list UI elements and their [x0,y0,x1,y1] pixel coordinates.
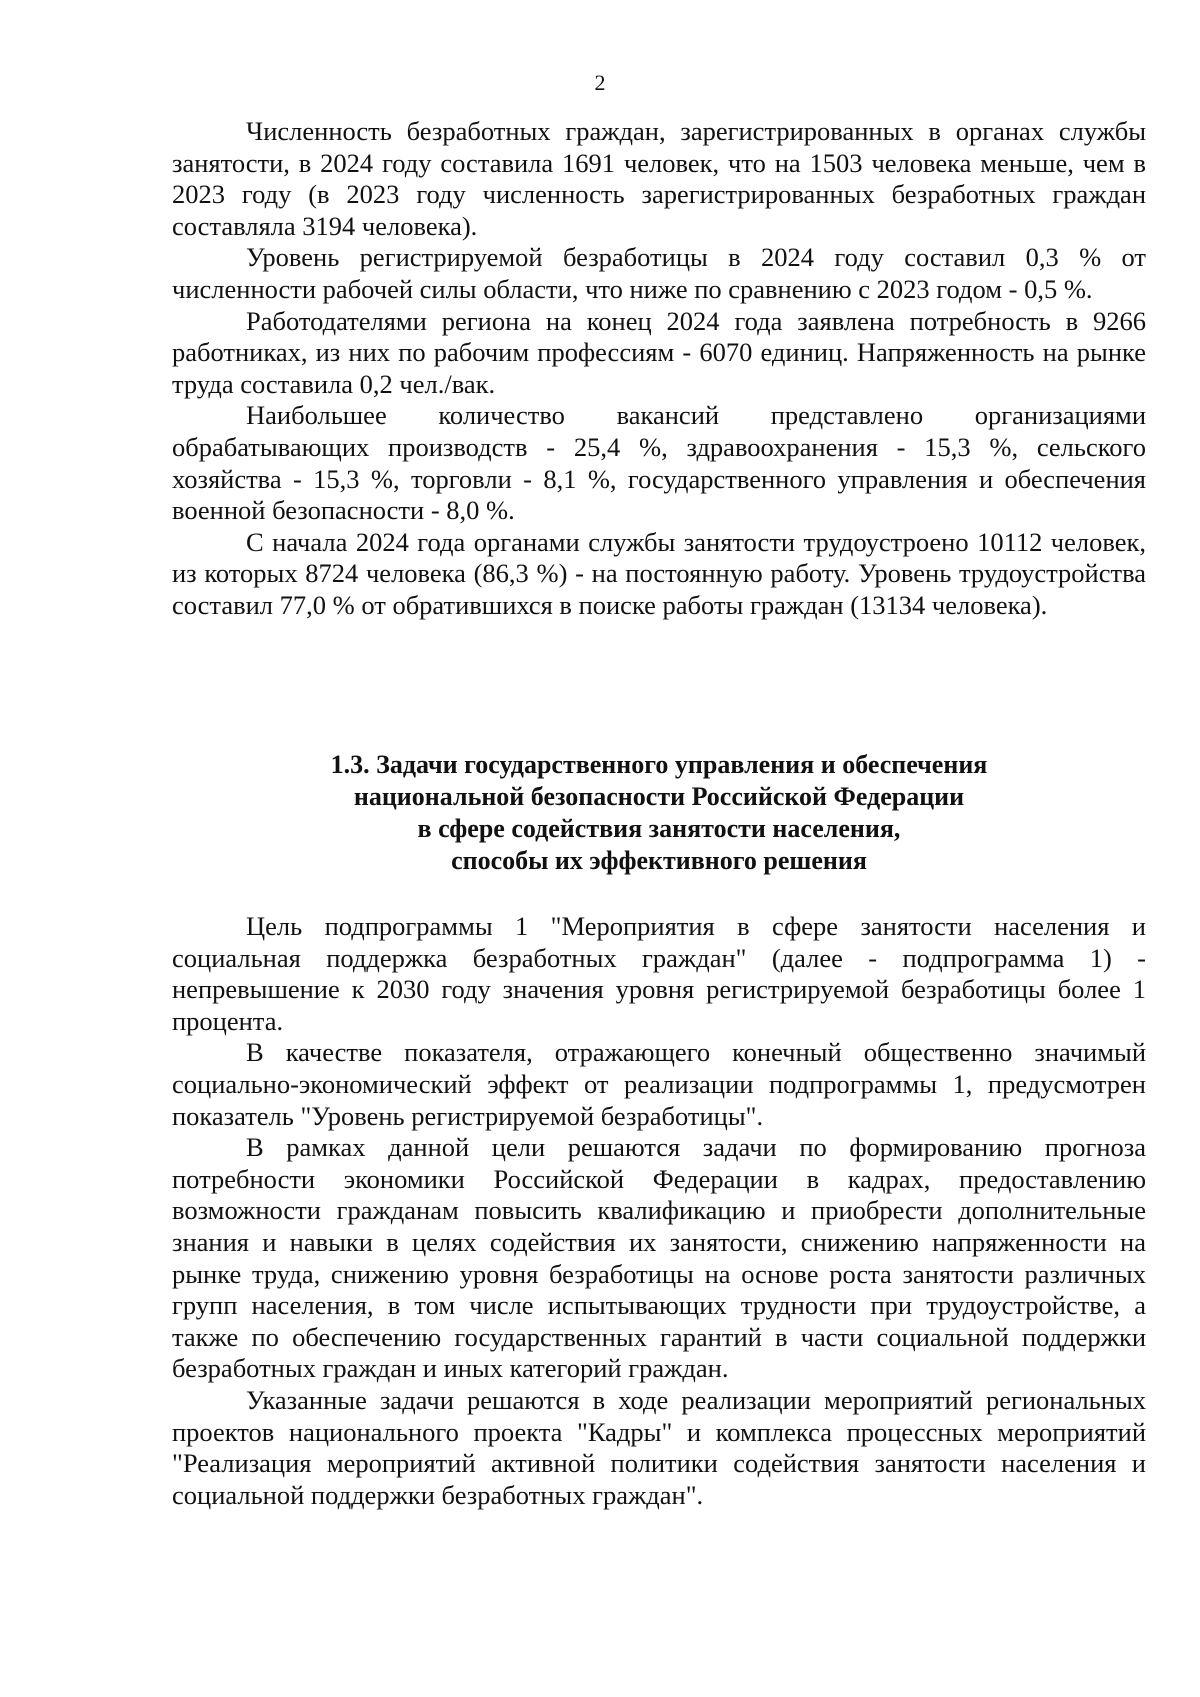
paragraph-unemployment-rate: Уровень регистрируемой безработицы в 2024 году составил 0,3 % от численности рабочей силы области, что ниже по сравнению с 2023 годом - 0,5 %. [172,242,1146,304]
heading-line: способы их эффективного решения [451,846,867,875]
heading-line: 1.3. Задачи государственного управления и обеспечения [330,750,988,779]
paragraph-tasks: В рамках данной цели решаются задачи по формированию прогноза потребности экономики Российской Федерации в кадрах, предоставлению возможности гражданам повысить квалификацию и приобрести дополнительные знания и навыки в целях содействия их занятости, снижению напряженности на рынке труда, снижению уровня безработицы на основе роста занятости различных групп населения, в том числе испытывающих трудности при трудоустройстве, а также по обеспечению государственных гарантий в части социальной поддержки безработных граждан и иных категорий граждан. [172,1132,1146,1384]
paragraph-indicator: В качестве показателя, отражающего конечный общественно значимый социально-экономический эффект от реализации подпрограммы 1, предусмотрен показатель "Уровень регистрируемой безработицы". [172,1037,1146,1131]
paragraph-unemployed-count: Численность безработных граждан, зарегистрированных в органах службы занятости, в 2024 году составила 1691 человек, что на 1503 человека меньше, чем в 2023 году (в 2023 году численность зарегистрированных безработных граждан составляла 3194 человека). [172,116,1146,241]
page-number: 2 [594,70,606,95]
heading-line: в сфере содействия занятости населения, [417,814,901,843]
paragraph-employment-results: С начала 2024 года органами службы занятости трудоустроено 10112 человек, из которых 8724 человека (86,3 %) - на постоянную работу. Уровень трудоустройства составил 77,0 % от обратившихся в поиске работы граждан (13134 человека). [172,526,1146,620]
section-top [172,116,1146,622]
section-heading [172,749,1146,877]
paragraph-employer-demand: Работодателями региона на конец 2024 года заявлена потребность в 9266 работниках, из них по рабочим профессиям - 6070 единиц. Напряженность на рынке труда составила 0,2 чел./вак. [172,305,1146,399]
heading-line: национальной безопасности Российской Федерации [353,782,965,811]
paragraph-subprogram-goal: Цель подпрограммы 1 "Мероприятия в сфере занятости населения и социальная поддержка безработных граждан" (далее - подпрограмма 1) - непревышение к 2030 году значения уровня регистрируемой безработицы более 1 процента. [172,911,1146,1036]
paragraph-implementation: Указанные задачи решаются в ходе реализации мероприятий региональных проектов национального проекта "Кадры" и комплекса процессных мероприятий "Реализация мероприятий активной политики содействия занятости населения и социальной поддержки безработных граждан". [172,1384,1146,1510]
section-bottom [172,911,1146,1511]
paragraph-vacancies-by-sector: Наибольшее количество вакансий представлено организациями обрабатывающих производств - 25,4 %, здравоохранения - 15,3 %, сельского хозяйства - 15,3 %, торговли - 8,1 %, государственного управления и обеспечения военной безопасности - 8,0 %. [172,400,1146,526]
